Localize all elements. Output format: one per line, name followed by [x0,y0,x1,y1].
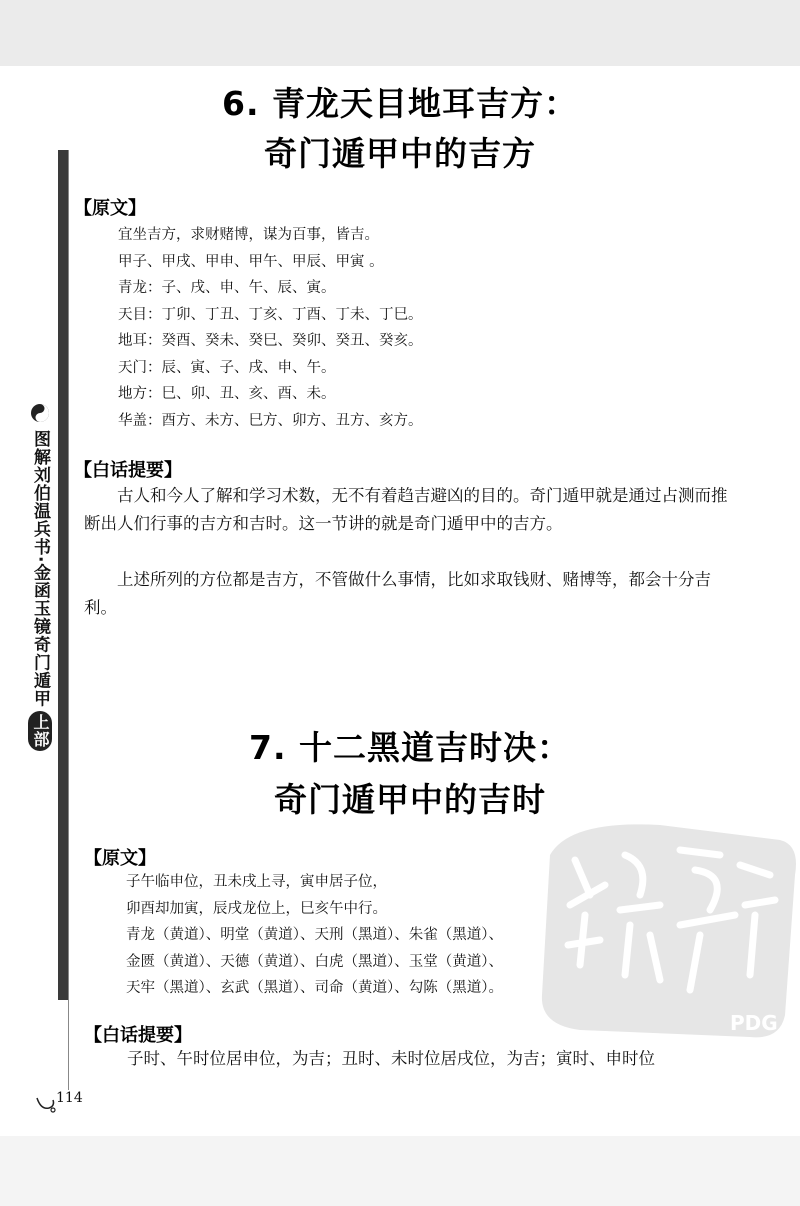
original-line: 甲子、甲戌、甲申、甲午、甲辰、甲寅 。 [118,253,384,270]
section7-summary-label: 【白话提要】 [84,1025,192,1046]
page-swirl-icon [35,1092,57,1114]
section6-summary-paragraph: 古人和今人了解和学习术数，无不有着趋吉避凶的目的。奇门遁甲就是通过占测而推断出人们行事的吉方和吉时。这一节讲的就是奇门遁甲中的吉方。 [84,486,728,533]
spine-line [68,150,69,1090]
original-line: 卯酉却加寅，辰戌龙位上，巳亥午中行。 [126,900,387,917]
section6-title-line2: 奇门遁甲中的吉方 [264,134,536,173]
original-line: 天门：辰、寅、子、戌、申、午。 [118,359,336,376]
watermark-text: PDG [730,1011,778,1035]
original-line: 天目：丁卯、丁丑、丁亥、丁酉、丁未、丁巳。 [118,306,423,323]
section6-original-text [118,222,423,434]
section7-summary-paragraph: 子时、午时位居申位，为吉；丑时、未时位居戌位，为吉；寅时、申时位 [127,1049,655,1068]
spine-bar [58,150,68,1000]
original-line: 天牢（黑道）、玄武（黑道）、司命（黄道）、勾陈（黑道）。 [126,980,503,996]
original-line: 青龙：子、戌、申、午、辰、寅。 [118,280,336,296]
section6-original-label: 【原文】 [74,198,146,219]
page-number: 114 [56,1090,83,1106]
original-line: 地耳：癸酉、癸未、癸巳、癸卯、癸丑、癸亥。 [118,333,423,349]
volume-badge: 上部 [28,711,52,751]
original-line: 宜坐吉方，求财赌博，谋为百事，皆吉。 [118,227,379,243]
original-line: 子午临申位，丑未戌上寻，寅申居子位， [126,874,387,890]
section7-original-text [126,869,503,1002]
section6-summary-paragraph: 上述所列的方位都是吉方，不管做什么事情，比如求取钱财、赌博等，都会十分吉利。 [84,570,711,617]
yin-yang-icon [30,403,50,423]
section7-title-line2: 奇门遁甲中的吉时 [274,780,546,819]
bottom-margin-band [0,1136,800,1206]
section6-summary-label: 【白话提要】 [74,460,182,481]
original-line: 地方：巳、卯、丑、亥、酉、未。 [118,386,336,402]
original-line: 金匮（黄道）、天德（黄道）、白虎（黑道）、玉堂（黄道）、 [126,953,503,970]
section6-title-line1: 6. 青龙天目地耳吉方： [222,84,578,123]
seal-stamp-icon [530,815,800,1045]
book-title-text: 图解刘伯温兵书·金函玉镜奇门遁甲 [30,430,50,708]
original-line: 青龙（黄道）、明堂（黄道）、天刑（黑道）、朱雀（黑道）、 [126,927,503,943]
section7-title-line1: 7. 十二黑道吉时决： [249,728,571,767]
top-margin-band [0,0,800,66]
section7-original-label: 【原文】 [84,848,156,869]
book-title-vertical [28,430,52,751]
original-line: 华盖：酉方、未方、巳方、卯方、丑方、亥方。 [118,412,423,429]
